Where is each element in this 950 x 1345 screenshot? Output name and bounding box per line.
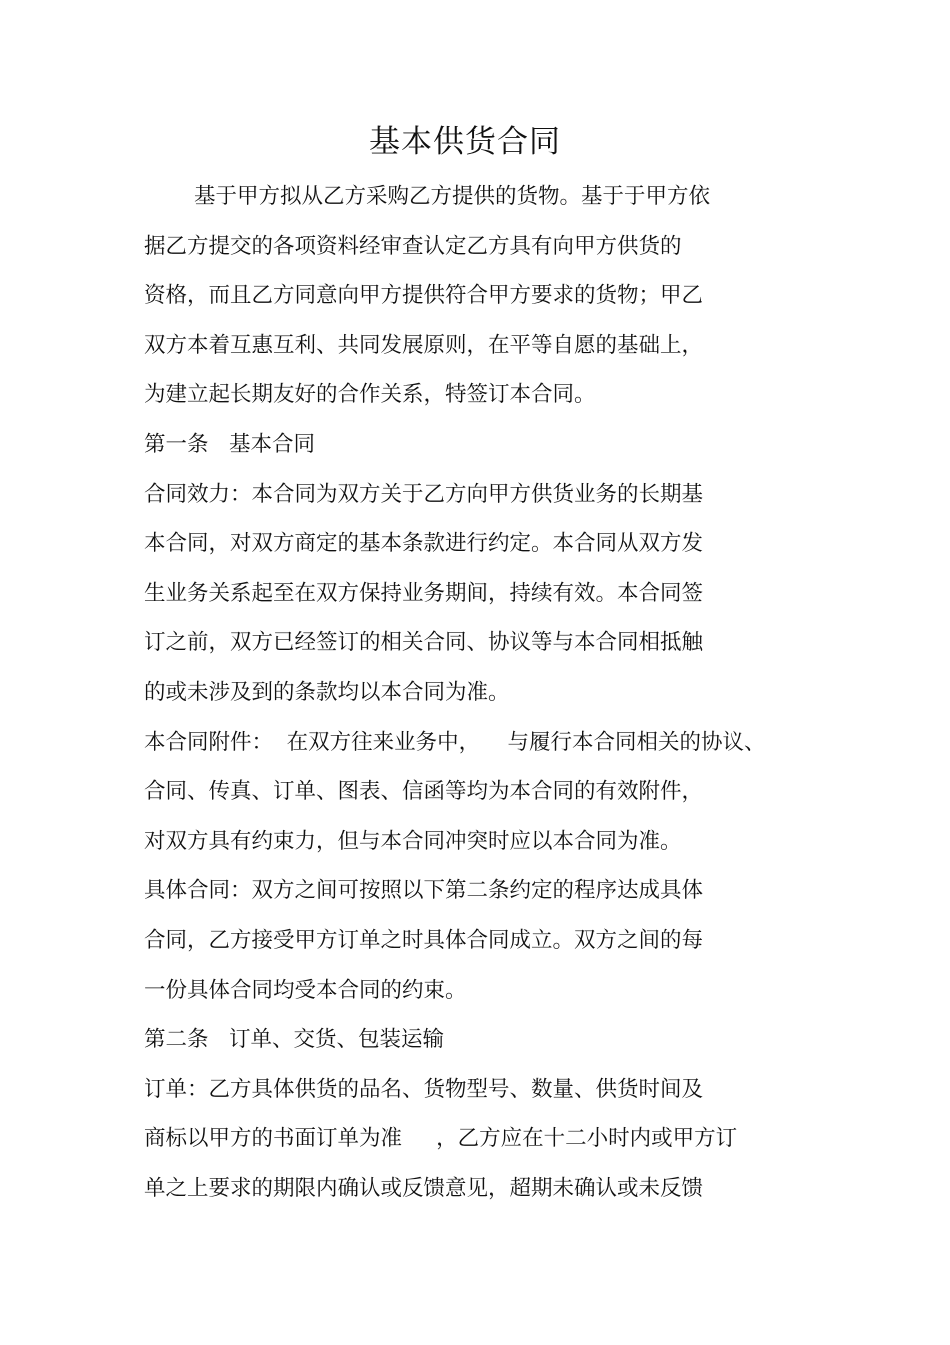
article-2-line-2: 商标以甲方的书面订单为准 ，乙方应在十二小时内或甲方订 (144, 1126, 738, 1152)
article-1-line-7: 合同、传真、订单、图表、信函等均为本合同的有效附件， (144, 779, 704, 805)
article-1-line-6: 本合同附件： 在双方往来业务中， 与履行本合同相关的协议、 (144, 729, 766, 755)
document-body (144, 172, 804, 1213)
article-1-line-3: 生业务关系起至在双方保持业务期间，持续有效。本合同签 (144, 580, 704, 606)
article-1-line-2: 本合同，对双方商定的基本条款进行约定。本合同从双方发 (144, 531, 704, 557)
article-1-line-11: 一份具体合同均受本合同的约束。 (144, 977, 467, 1003)
article-2-heading: 第二条 订单、交货、包装运输 (144, 1027, 445, 1053)
article-2-line-1: 订单：乙方具体供货的品名、货物型号、数量、供货时间及 (144, 1076, 704, 1102)
article-1-line-4: 订之前，双方已经签订的相关合同、协议等与本合同相抵触 (144, 630, 704, 656)
article-1-line-9: 具体合同：双方之间可按照以下第二条约定的程序达成具体 (144, 878, 704, 904)
document-title: 基本供货合同 (369, 124, 561, 160)
article-1-line-8: 对双方具有约束力，但与本合同冲突时应以本合同为准。 (144, 828, 682, 854)
article-2-line-3: 单之上要求的期限内确认或反馈意见，超期未确认或未反馈 (144, 1175, 704, 1201)
preamble-line-4: 双方本着互惠互利、共同发展原则，在平等自愿的基础上， (144, 332, 704, 358)
article-1-heading: 第一条 基本合同 (144, 431, 316, 457)
preamble-line-5: 为建立起长期友好的合作关系，特签订本合同。 (144, 382, 596, 408)
article-1-line-10: 合同，乙方接受甲方订单之时具体合同成立。双方之间的每 (144, 927, 704, 953)
article-1-line-5: 的或未涉及到的条款均以本合同为准。 (144, 679, 510, 705)
preamble-line-3: 资格，而且乙方同意向甲方提供符合甲方要求的货物；甲乙 (144, 283, 704, 309)
preamble-line-2: 据乙方提交的各项资料经审查认定乙方具有向甲方供货的 (144, 233, 682, 259)
preamble-line-1: 基于甲方拟从乙方采购乙方提供的货物。基于于甲方依 (194, 184, 711, 209)
article-1-line-1: 合同效力：本合同为双方关于乙方向甲方供货业务的长期基 (144, 481, 704, 507)
